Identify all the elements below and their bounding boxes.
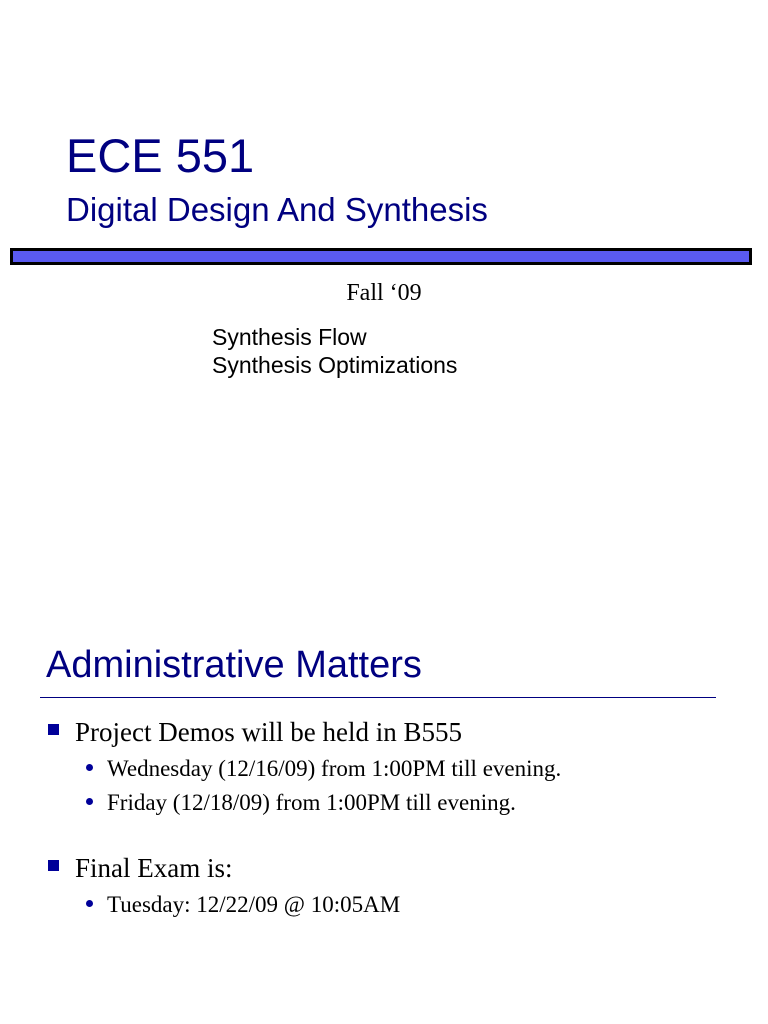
square-bullet-icon — [48, 860, 59, 871]
sub-bullet-list — [86, 752, 748, 820]
heading-divider — [40, 697, 716, 698]
dot-bullet-icon — [86, 798, 93, 805]
administrative-slide — [0, 512, 768, 1024]
sub-bullet-list — [86, 888, 748, 922]
bullet-item — [48, 850, 748, 922]
bullet-item — [48, 714, 748, 820]
square-bullet-icon — [48, 724, 59, 735]
topic-list — [212, 323, 457, 379]
dot-bullet-icon — [86, 900, 93, 907]
term-label: Fall ‘09 — [346, 280, 422, 306]
bullet-list — [48, 714, 748, 922]
sub-bullet-item — [86, 752, 748, 786]
course-code: ECE 551 — [66, 129, 255, 182]
sub-bullet-item — [86, 888, 748, 922]
course-title: Digital Design And Synthesis — [66, 191, 488, 228]
title-divider-bar — [10, 248, 752, 265]
slide-heading: Administrative Matters — [46, 644, 422, 686]
bullet-text: Final Exam is: — [75, 853, 233, 883]
sub-bullet-text: Tuesday: 12/22/09 @ 10:05AM — [107, 892, 401, 917]
bullet-text: Project Demos will be held in B555 — [75, 717, 462, 747]
dot-bullet-icon — [86, 764, 93, 771]
topic-item: Synthesis Flow — [212, 324, 367, 350]
sub-bullet-text: Friday (12/18/09) from 1:00PM till evening. — [107, 790, 516, 815]
topic-item: Synthesis Optimizations — [212, 352, 458, 378]
sub-bullet-text: Wednesday (12/16/09) from 1:00PM till evening. — [107, 756, 562, 781]
sub-bullet-item — [86, 786, 748, 820]
